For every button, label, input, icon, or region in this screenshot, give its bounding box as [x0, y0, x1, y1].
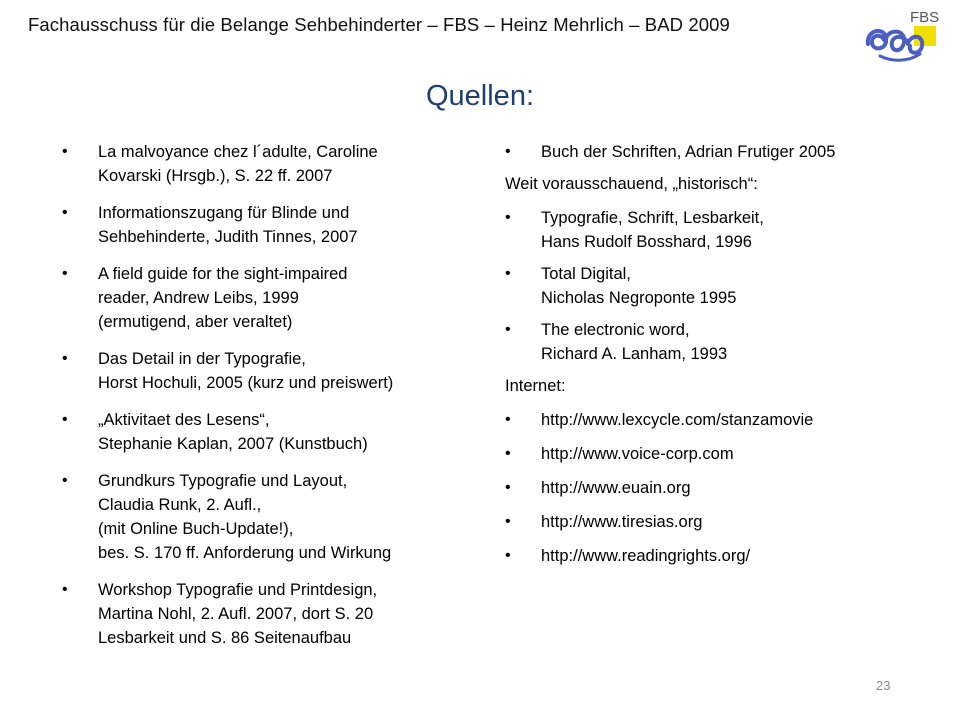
- historic-list: [505, 206, 935, 366]
- link-item[interactable]: • http://www.readingrights.org/: [505, 544, 935, 568]
- link-item[interactable]: • http://www.tiresias.org: [505, 510, 935, 534]
- list-item: • „Aktivitaet des Lesens“, Stephanie Kaplan, 2007 (Kunstbuch): [62, 408, 482, 456]
- internet-label: Internet:: [505, 377, 566, 395]
- list-item: • Total Digital, Nicholas Negroponte 1995: [505, 262, 935, 310]
- list-item: • Buch der Schriften, Adrian Frutiger 2005: [505, 140, 935, 164]
- list-item: • Das Detail in der Typografie, Horst Hochuli, 2005 (kurz und preiswert): [62, 347, 482, 395]
- slide-header: Fachausschuss für die Belange Sehbehinderter – FBS – Heinz Mehrlich – BAD 2009: [28, 14, 730, 35]
- right-book-list: [505, 140, 935, 164]
- list-item: • Grundkurs Typografie und Layout, Claudia Runk, 2. Aufl., (mit Online Buch-Update!), bes. S. 170 ff. Anforderung und Wirkung: [62, 469, 482, 565]
- right-column: [505, 140, 935, 578]
- logo-text: FBS: [910, 9, 940, 26]
- link-item[interactable]: • http://www.voice-corp.com: [505, 442, 935, 466]
- left-source-list: [62, 140, 482, 650]
- slide-title: Quellen:: [425, 80, 534, 112]
- logo-underline-swirl: [880, 54, 920, 60]
- fbs-logo: [862, 4, 942, 68]
- left-column: [62, 140, 482, 663]
- list-item: • Typografie, Schrift, Lesbarkeit, Hans Rudolf Bosshard, 1996: [505, 206, 935, 254]
- link-item[interactable]: • http://www.lexcycle.com/stanzamovie: [505, 408, 935, 432]
- list-item: • Informationszugang für Blinde und Sehbehinderte, Judith Tinnes, 2007: [62, 201, 482, 249]
- link-item[interactable]: • http://www.euain.org: [505, 476, 935, 500]
- page-number: 23: [876, 678, 891, 693]
- list-item: • A field guide for the sight-impaired reader, Andrew Leibs, 1999 (ermutigend, aber veraltet): [62, 262, 482, 334]
- list-item: • Workshop Typografie und Printdesign, Martina Nohl, 2. Aufl. 2007, dort S. 20 Lesbarkeit und S. 86 Seitenaufbau: [62, 578, 482, 650]
- foresight-label: Weit vorausschauend, „historisch“:: [505, 175, 758, 193]
- list-item: • The electronic word, Richard A. Lanham, 1993: [505, 318, 935, 366]
- list-item: • La malvoyance chez l´adulte, Caroline Kovarski (Hrsgb.), S. 22 ff. 2007: [62, 140, 482, 188]
- link-list: [505, 408, 935, 568]
